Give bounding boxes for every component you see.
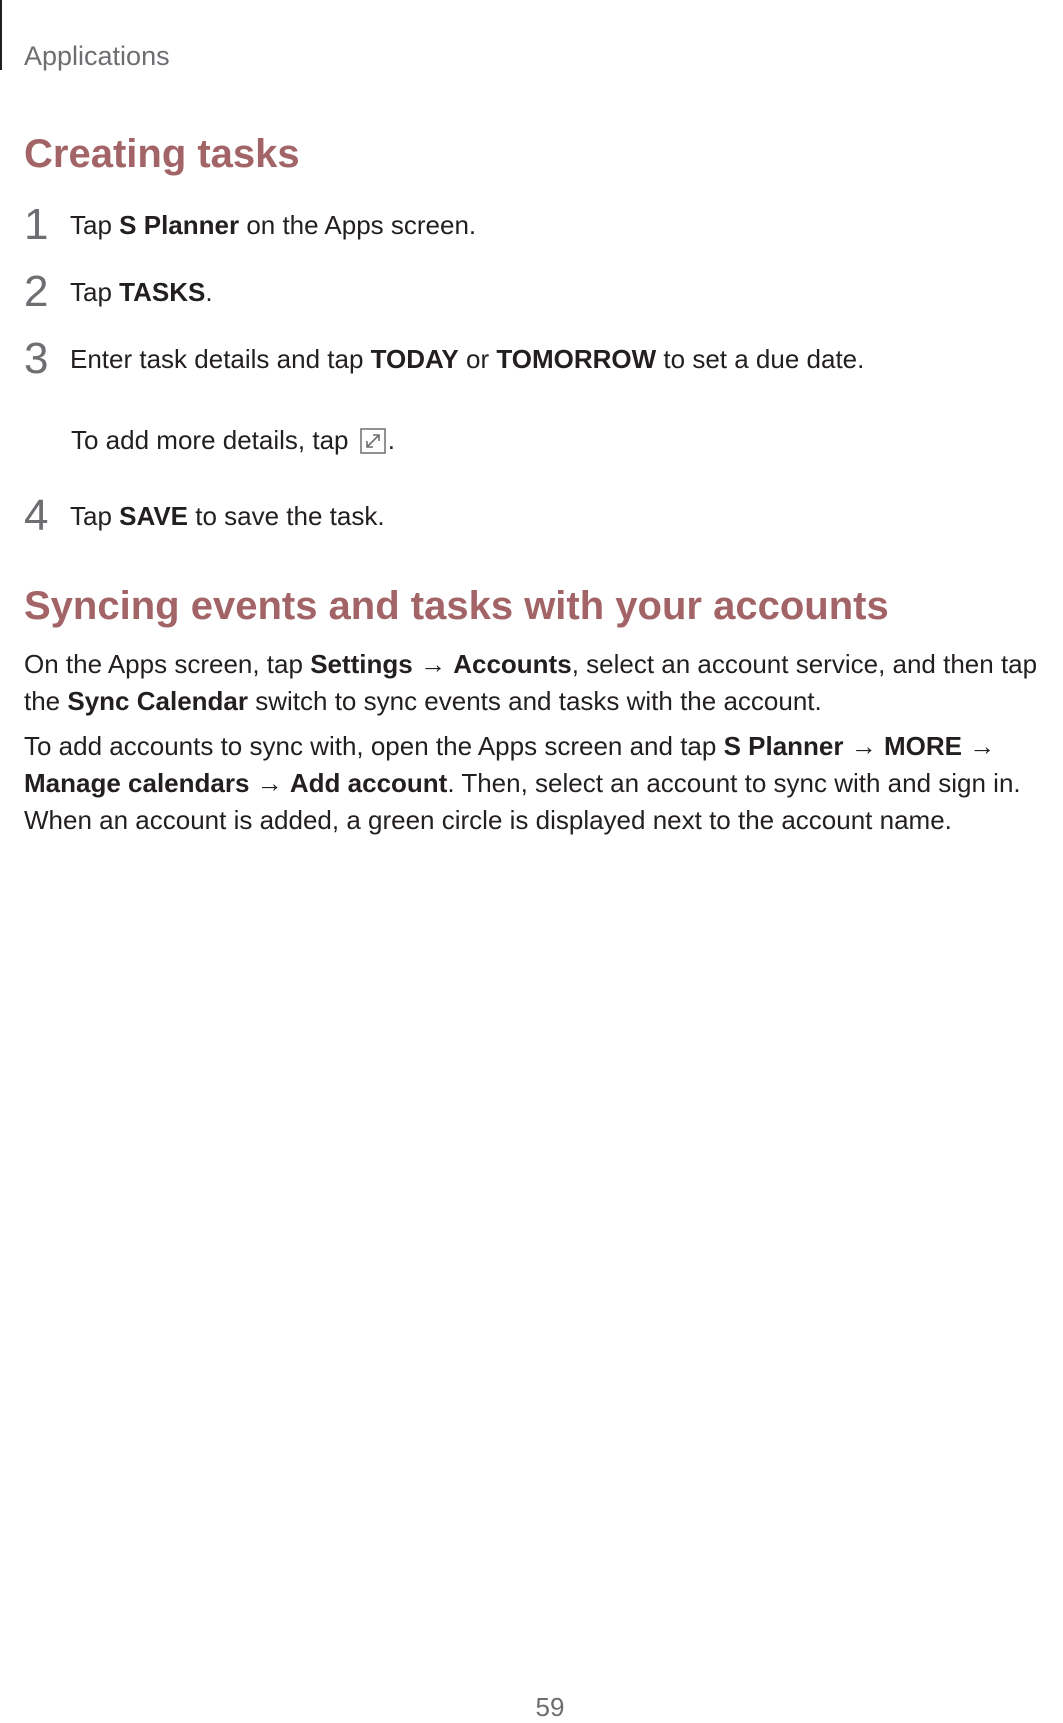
page-number: 59 — [535, 1692, 565, 1722]
step-2 — [24, 267, 213, 316]
step-number: 2 — [24, 267, 49, 316]
ui-term: Accounts — [453, 649, 572, 679]
step-text: Tap TASKS. — [70, 277, 213, 307]
step-3 — [24, 334, 865, 383]
step-number: 3 — [24, 334, 49, 383]
section-title-syncing: Syncing events and tasks with your accounts — [24, 584, 889, 628]
expand-icon — [360, 428, 386, 454]
step-text: Enter task details and tap TODAY or TOMORROW to set a due date. — [70, 344, 865, 374]
corner-rule — [0, 0, 2, 70]
step-3-note: To add more details, tap . — [71, 425, 395, 455]
step-4 — [24, 491, 385, 540]
ui-term: S Planner — [723, 731, 844, 761]
running-header: Applications — [24, 41, 170, 71]
ui-term: TOMORROW — [496, 344, 657, 374]
step-number: 4 — [24, 491, 49, 540]
ui-term: Sync Calendar — [67, 686, 249, 716]
ui-term: TASKS — [119, 277, 206, 307]
ui-term: S Planner — [119, 210, 240, 240]
section-title-creating-tasks: Creating tasks — [24, 132, 300, 176]
step-number: 1 — [24, 200, 49, 249]
ui-term: MORE — [883, 731, 962, 761]
ui-term: Manage calendars — [24, 768, 250, 798]
step-text: Tap S Planner on the Apps screen. — [70, 210, 477, 240]
ui-term: SAVE — [119, 501, 189, 531]
ui-term: Settings — [310, 649, 413, 679]
step-1 — [24, 200, 477, 249]
syncing-paragraph-1: On the Apps screen, tap Settings → Accounts, select an account service, and then tap the Sync Calendar switch to sync events and tasks with the account. — [24, 649, 1038, 716]
syncing-paragraph-2: To add accounts to sync with, open the Apps screen and tap S Planner → MORE → Manage calendars → Add account. Then, select an account to sync with and sign in. When an account is added, a green circle is displayed next to the account name. — [24, 731, 1021, 835]
ui-term: TODAY — [370, 344, 459, 374]
step-text: Tap SAVE to save the task. — [70, 501, 385, 531]
ui-term: Add account — [289, 768, 448, 798]
